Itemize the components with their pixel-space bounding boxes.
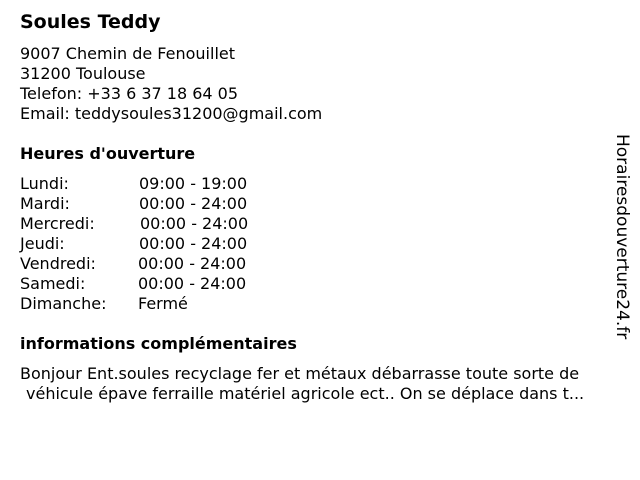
time-range: 00:00 - 24:00 [140,214,249,233]
hours-row-wednesday [20,214,280,234]
day-label: Vendredi: [20,254,96,273]
hours-row-saturday [20,274,280,294]
hours-row-tuesday [20,194,280,214]
email-address: Email: teddysoules31200@gmail.com [20,104,323,123]
day-label: Mardi: [20,194,70,213]
site-watermark [610,134,634,350]
opening-hours-heading: Heures d'ouverture [20,144,196,163]
business-name: Soules Teddy [20,11,161,33]
additional-info-heading: informations complémentaires [20,334,297,353]
day-label: Mercredi: [20,214,95,233]
time-range: 00:00 - 24:00 [139,194,248,213]
time-range: 00:00 - 24:00 [138,274,247,293]
time-range: 00:00 - 24:00 [138,254,247,273]
day-label: Dimanche: [20,294,107,313]
contact-block [20,44,322,124]
info-line: véhicule épave ferraille matériel agricole ect.. On se déplace dans t... [26,384,585,403]
hours-row-thursday [20,234,280,254]
hours-row-monday [20,174,280,194]
hours-row-sunday [20,294,280,314]
additional-info-text [20,364,632,404]
time-range: Fermé [138,294,188,313]
street-address: 9007 Chemin de Fenouillet [20,44,235,63]
opening-hours-table [20,174,280,314]
day-label: Samedi: [20,274,86,293]
day-label: Lundi: [20,174,69,193]
info-line: Bonjour Ent.soules recyclage fer et métaux débarrasse toute sorte de [20,364,580,383]
hours-row-friday [20,254,280,274]
day-label: Jeudi: [20,234,65,253]
watermark-text: Horairesdouverture24.fr [612,134,632,340]
time-range: 00:00 - 24:00 [139,234,248,253]
time-range: 09:00 - 19:00 [139,174,248,193]
city-postcode: 31200 Toulouse [20,64,146,83]
phone-number: Telefon: +33 6 37 18 64 05 [20,84,239,103]
